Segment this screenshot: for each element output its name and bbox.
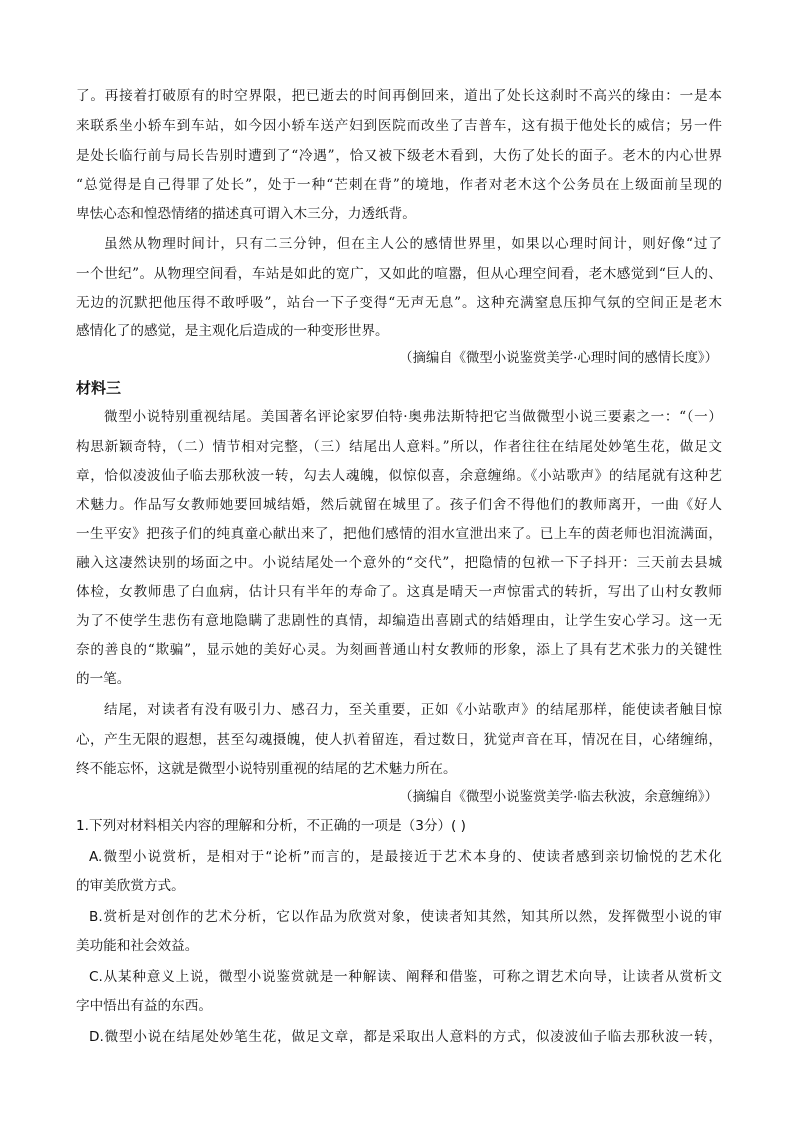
para4-line-2: 心，产生无限的遐想，甚至勾魂摄魄，使人扒着留连，看过数日，犹觉声音在耳，情况在目，心绪缠绵， xyxy=(76,732,722,748)
para1-line-4: “总觉得是自己得罪了处长”，处于一种“芒刺在背”的境地，作者对老木这个公务员在上级面前呈现的 xyxy=(76,177,722,193)
para3-line-1: 微型小说特别重视结尾。美国著名评论家罗伯特·奥弗法斯特把它当做微型小说三要素之一：“（一） xyxy=(104,409,722,425)
para2-line-1: 虽然从物理时间计，只有二三分钟，但在主人公的感情世界里，如果以心理时间计，则好像“过了 xyxy=(104,236,722,252)
para1-line-1: 了。再接着打破原有的时空界限，把已逝去的时间再倒回来，道出了处长这刹时不高兴的缘由：一是本 xyxy=(76,88,722,104)
para3-line-8: 为了不使学生悲伤有意地隐瞒了悲剧性的真情，却编造出喜剧式的结婚理由，让学生安心学习。这一无 xyxy=(76,613,722,629)
section-heading-material-3: 材料三 xyxy=(76,379,122,397)
option-a-line-1: A.微型小说赏析，是相对于“论析”而言的，是最接近于艺术本身的、使读者感到亲切愉悦的艺术化 xyxy=(89,849,722,865)
para3-line-6: 融入这凄然诀别的场面之中。小说结尾处一个意外的“交代”，把隐情的包袱一下子抖开：三天前去县城 xyxy=(76,555,722,571)
option-c-line-1: C.从某种意义上说，微型小说鉴赏就是一种解读、阐释和借鉴，可称之谓艺术向导，让读者从赏析文 xyxy=(89,969,722,985)
para2-line-2: 一个世纪”。从物理空间看，车站是如此的宽广，又如此的喧嚣，但从心理空间看，老木感觉到“巨人的、 xyxy=(76,266,722,282)
option-b-line-2: 美功能和社会效益。 xyxy=(76,938,199,954)
source-citation-1: （摘编自《微型小说鉴赏美学·心理时间的感情长度》） xyxy=(399,351,718,366)
source-citation-2: （摘编自《微型小说鉴赏美学·临去秋波，余意缠绵》） xyxy=(399,790,718,805)
para2-line-4: 感情化了的感觉，是主观化后造成的一种变形世界。 xyxy=(76,323,389,339)
para1-line-3: 是处长临行前与局长告别时遭到了“冷遇”，恰又被下级老木看到，大伤了处长的面子。老木的内心世界 xyxy=(76,148,722,164)
option-a-line-2: 的审美欣赏方式。 xyxy=(76,878,185,894)
para4-line-3: 终不能忘怀，这就是微型小说特别重视的结尾的艺术魅力所在。 xyxy=(76,761,457,777)
para3-line-9: 奈的善良的“欺骗”，显示她的美好心灵。为刻画普通山村女教师的形象，添上了具有艺术张力的关键性 xyxy=(76,642,722,658)
para1-line-5: 卑怯心态和惶恐情绪的描述真可谓入木三分，力透纸背。 xyxy=(76,206,416,222)
para2-line-3: 无边的沉默把他压得不敢呼吸”，站台一下子变得“无声无息”。这种充满窒息压抑气氛的空间正是老木 xyxy=(76,295,722,311)
para4-line-1: 结尾，对读者有没有吸引力、感召力，至关重要，正如《小站歌声》的结尾那样，能使读者触目惊 xyxy=(104,702,722,718)
option-c-line-2: 字中悟出有益的东西。 xyxy=(76,998,212,1014)
para3-line-2: 构思新颖奇特，（二）情节相对完整，（三）结尾出人意料。”所以，作者往往在结尾处妙笔生花，做足文 xyxy=(76,439,722,455)
para3-line-3: 章，恰似凌波仙子临去那秋波一转，勾去人魂魄，似惊似喜，余意缠绵。《小站歌声》的结尾就有这种艺 xyxy=(76,468,722,484)
question-1-stem: 1.下列对材料相关内容的理解和分析，不正确的一项是（3分）( ) xyxy=(76,818,466,834)
para3-line-7: 体检，女教师患了白血病，估计只有半年的寿命了。这真是晴天一声惊雷式的转折，写出了山村女教师 xyxy=(76,584,722,600)
para3-line-4: 术魅力。作品写女教师她要回城结婚，然后就留在城里了。孩子们舍不得他们的教师离开，一曲《好人 xyxy=(76,497,722,513)
para3-line-5: 一生平安》把孩子们的纯真童心献出来了，把他们感情的泪水宣泄出来了。已上车的茵老师也泪流满面， xyxy=(76,526,722,542)
para1-line-2: 来联系坐小轿车到车站，如今因小轿车送产妇到医院而改坐了吉普车，这有损于他处长的威信；另一件 xyxy=(76,118,722,134)
option-d-line-1: D.微型小说在结尾处妙笔生花，做足文章，都是采取出人意料的方式，似凌波仙子临去那秋波一转， xyxy=(89,1029,722,1045)
option-b-line-1: B.赏析是对创作的艺术分析，它以作品为欣赏对象，使读者知其然，知其所以然，发挥微型小说的审 xyxy=(89,909,722,925)
para3-line-10: 的一笔。 xyxy=(76,671,131,687)
